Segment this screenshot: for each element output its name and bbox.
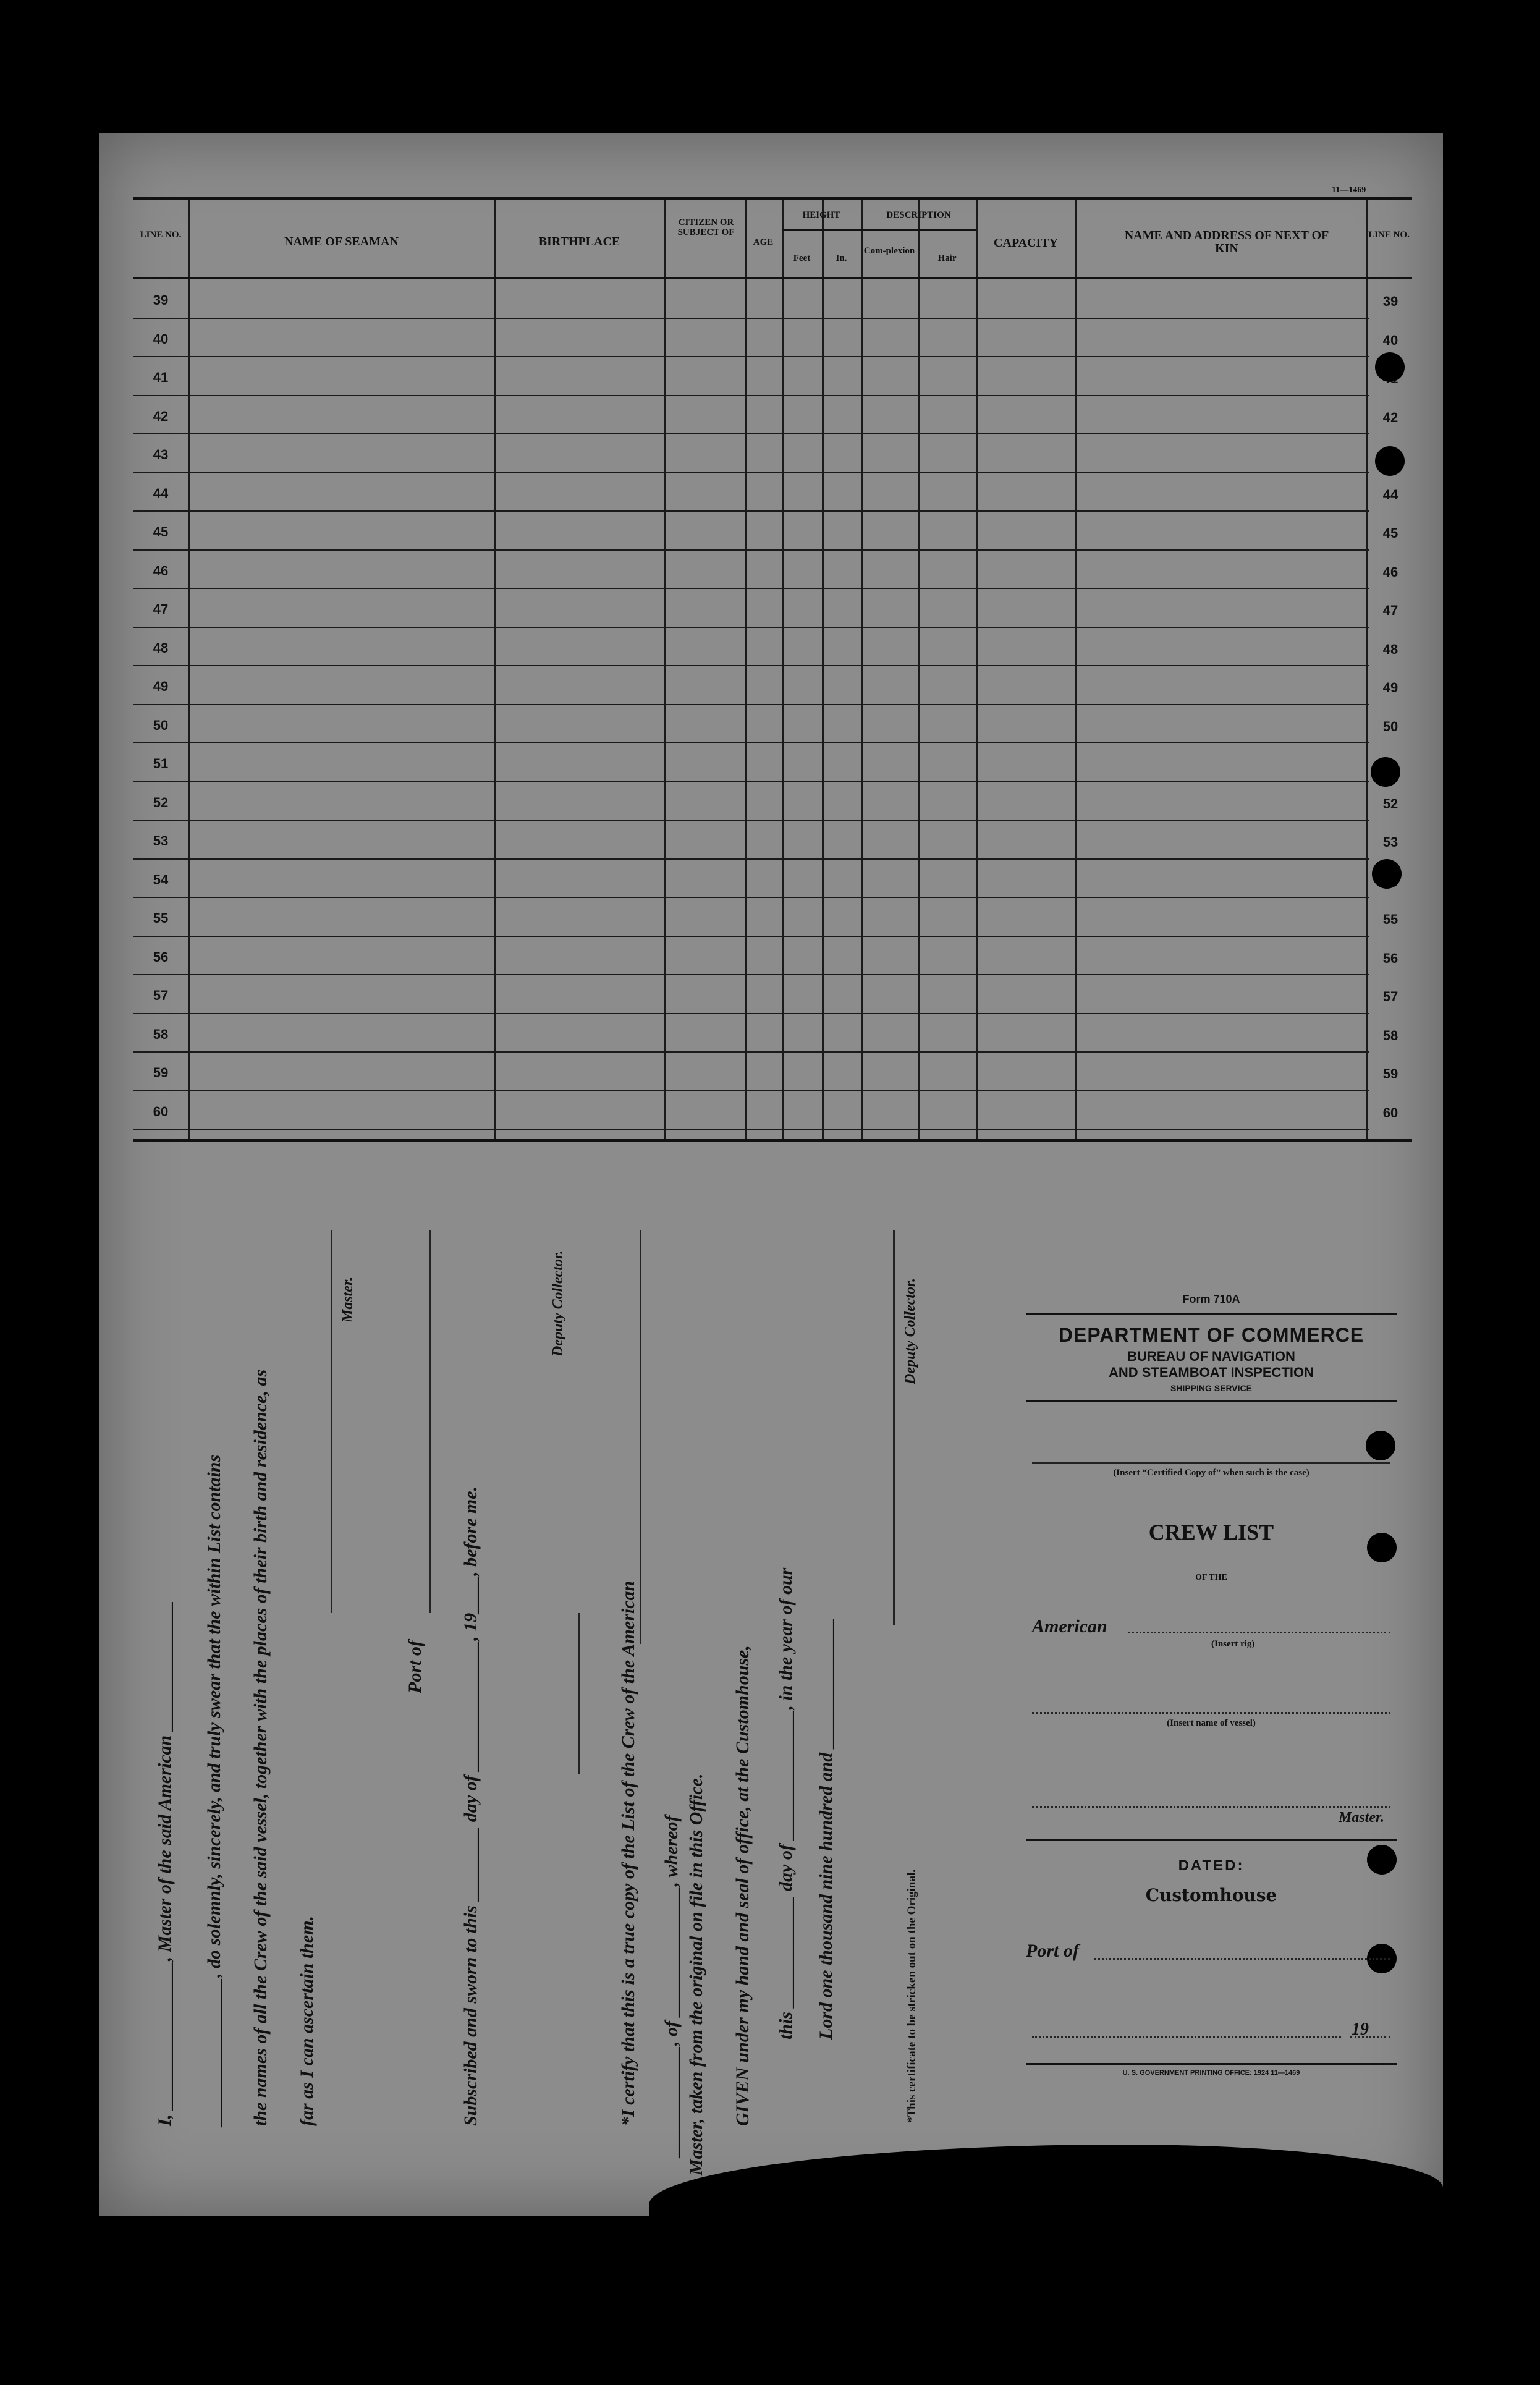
header-next-of-kin: NAME AND ADDRESS OF NEXT OF KIN [1124,229,1329,255]
row-number-right: 42 [1382,409,1398,425]
certified-copy-note: (Insert “Certified Copy of” when such is the case) [1113,1468,1309,1478]
insert-rig-note: (Insert rig) [1211,1639,1255,1649]
header-height: HEIGHT [802,210,840,220]
row-number-right: 60 [1382,1104,1398,1120]
header-line-no: LINE NO. [140,230,182,240]
row-number-left: 41 [153,370,169,385]
lord-line: Lord one thousand nine hundred and ______________ [816,1618,836,2040]
header-complexion: Com-plexion [863,246,915,256]
row-rule [133,1129,1369,1130]
port-of-cover-label: Port of [1026,1941,1079,1961]
subscribed-text: Subscribed and sworn to this ________ day of ______________, 19____, before me. [460,1486,481,2126]
row-number-left: 40 [153,331,169,347]
row-rule [133,1090,1369,1091]
row-number-right: 52 [1382,795,1398,811]
row-number-right: 58 [1382,1027,1398,1043]
row-rule [133,936,1369,937]
header-age: AGE [753,237,774,247]
cover-panel [1026,1286,1397,2077]
row-rule [133,549,1369,551]
row-number-right: 48 [1382,641,1398,657]
of-the-label: OF THE [1195,1573,1227,1582]
certificate-footnote: *This certificate to be stricken out on the Original. [905,1869,918,2123]
row-number-right: 57 [1382,989,1398,1004]
crew-list-title: CREW LIST [1148,1520,1274,1544]
oath-line-3: the names of all the Crew of the said vessel, together with the places of their birth and residence, as [250,1369,271,2126]
header-description: DESCRIPTION [886,210,951,220]
row-number-left: 51 [153,756,169,771]
printer-imprint: U. S. GOVERNMENT PRINTING OFFICE: 1924 11—1469 [1122,2069,1300,2077]
row-number-left: 59 [153,1065,169,1080]
crew-ledger-table [133,197,1412,1142]
department-title: DEPARTMENT OF COMMERCE [1058,1324,1364,1346]
row-number-right: 55 [1382,912,1398,927]
row-number-left: 54 [153,871,169,887]
oath-line-2: ________________, do solemnly, sincerely, and truly swear that the within List contains [204,1454,224,2126]
row-number-left: 46 [153,562,169,578]
row-rule [133,704,1369,705]
punch-hole [1375,352,1405,382]
row-rule [133,858,1369,860]
form-code-top: 11—1469 [1332,185,1366,195]
row-rule [133,318,1369,319]
row-number-left: 47 [153,601,169,617]
row-number-right: 49 [1382,680,1398,695]
given-line: GIVEN under my hand and seal of office, at the Customhouse, [732,1645,753,2126]
deputy-collector-label-1: Deputy Collector. [550,1250,566,1357]
row-number-left: 39 [153,292,169,308]
header-line-no-right: LINE NO. [1368,230,1410,240]
punch-hole [1375,446,1405,476]
punch-hole [1371,757,1400,787]
row-number-right: 56 [1382,950,1398,966]
row-rule [133,1051,1369,1053]
this-day-line: this ____________ day of ______________, in the year of our [776,1567,796,2040]
punch-hole [1372,859,1402,889]
row-rule [133,433,1369,434]
row-number-left: 55 [153,910,169,926]
row-rule [133,974,1369,975]
oath-line-4: far as I can ascertain them. [297,1915,317,2126]
row-number-left: 52 [153,794,169,810]
row-number-right: 59 [1382,1066,1398,1082]
bureau-line-2: AND STEAMBOAT INSPECTION [1108,1365,1314,1380]
customhouse-label: Customhouse [1145,1885,1277,1905]
header-feet: Feet [793,253,811,263]
header-birthplace: BIRTHPLACE [538,235,620,248]
american-label: American [1032,1616,1107,1637]
row-rule [133,1013,1369,1014]
row-number-left: 44 [153,485,169,501]
row-number-left: 50 [153,717,169,733]
row-rule [133,627,1369,628]
year-19-label: 19 [1352,2020,1369,2039]
row-number-left: 45 [153,524,169,540]
row-number-left: 56 [153,949,169,965]
header-name-of-seaman: NAME OF SEAMAN [284,235,399,248]
header-capacity: CAPACITY [993,236,1059,250]
row-number-right: 50 [1382,718,1398,734]
row-rule [133,820,1369,821]
dated-label: DATED: [1178,1857,1245,1874]
row-number-right: 44 [1382,486,1398,502]
row-number-left: 58 [153,1026,169,1042]
row-rule [133,395,1369,396]
row-number-left: 57 [153,988,169,1003]
row-number-right: 45 [1382,525,1398,541]
row-number-right: 47 [1382,603,1398,618]
deputy-collector-label-2: Deputy Collector. [902,1278,918,1384]
master-label: Master. [340,1276,356,1323]
row-number-left: 49 [153,679,169,694]
row-number-right: 46 [1382,564,1398,580]
row-rule [133,781,1369,782]
certify-line-2: ____________, of ______________, whereof [661,1815,682,2157]
row-rule [133,472,1369,473]
row-rule [133,356,1369,357]
form-number: Form 710A [1182,1293,1240,1305]
oath-line-1: I, ________________, Master of the said American ______________ [154,1601,175,2126]
insert-vessel-note: (Insert name of vessel) [1167,1718,1256,1728]
certify-line-3: Master, taken from the original on file in this Office. [686,1773,706,2175]
shipping-service: SHIPPING SERVICE [1170,1383,1252,1393]
header-hair: Hair [937,253,957,263]
row-number-left: 60 [153,1103,169,1119]
header-inches: In. [836,253,847,263]
row-number-left: 42 [153,408,169,424]
row-rule [133,742,1369,743]
row-number-left: 53 [153,833,169,849]
certify-line-1: *I certify that this is a true copy of the List of the Crew of the American [618,1580,638,2126]
row-number-right: 39 [1382,294,1398,309]
header-citizen: CITIZEN OR SUBJECT OF [677,218,735,237]
row-number-right: 40 [1382,332,1398,348]
row-number-left: 43 [153,447,169,462]
row-rule [133,665,1369,666]
master-signature-label: Master. [1338,1810,1384,1826]
row-number-left: 48 [153,640,169,656]
row-number-right: 53 [1382,834,1398,850]
bureau-line-1: BUREAU OF NAVIGATION [1127,1349,1295,1364]
row-rule [133,588,1369,589]
port-of-label: Port of [405,1640,425,1693]
row-rule [133,897,1369,898]
row-rule [133,510,1369,512]
